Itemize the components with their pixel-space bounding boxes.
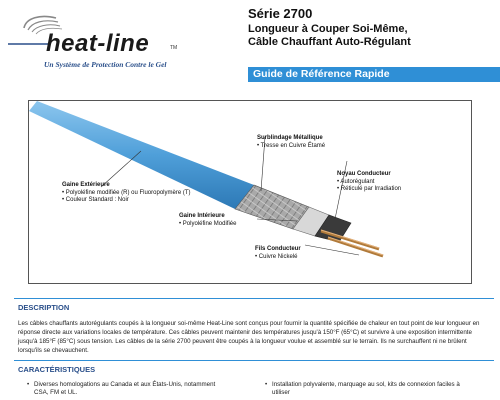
callout-metal-braid: Surblindage Métallique • Tresse en Cuivre Étamé xyxy=(257,135,326,149)
description-heading: DESCRIPTION xyxy=(18,303,70,312)
subtitle-line-2: Câble Chauffant Auto-Régulant xyxy=(248,36,411,48)
features-heading: CARACTÉRISTIQUES xyxy=(18,365,96,374)
description-text: Les câbles chauffants autorégulants coupés à la longueur soi-même Heat-Line sont conçus pour fournir la quantité spécifiée de chaleur en tout point de leur longueur en réponse directe aux variations locales de température. Ces câbles peuvent maintenir des températures jusqu'à 150°F (65°C) et survivre à une exposition intermittente jusqu'à 185°F (85°C) sous tension. Les câbles de la série 2700 peuvent être coupés à la longueur voulue et assemblé sur le terrain. Ils ne surchauffent ni ne brûlent lorsqu'ils se chevauchent. xyxy=(18,320,480,354)
product-subtitle xyxy=(248,23,498,49)
logo-trademark: TM xyxy=(170,45,178,51)
feature-item-certifications: • Diverses homologations au Canada et aux États-Unis, notamment CSA, FM et UL. xyxy=(27,381,216,396)
series-title: Série 2700 xyxy=(248,6,313,21)
bullet-marker: • xyxy=(265,381,268,388)
callout-conductors: Fils Conducteur • Cuivre Nickelé xyxy=(255,246,301,260)
feature-item-installation: • Installation polyvalente, marquage au sol, kits de connexion faciles à utiliser xyxy=(265,381,460,396)
callout-outer-jacket: Gaine Extérieure • Polyoléfine modifiée (R) ou Fluoropolymère (T) • Couleur Standard : Noir xyxy=(62,182,191,203)
quick-reference-banner: Guide de Référence Rapide xyxy=(248,67,500,82)
subtitle-line-1: Longueur à Couper Soi-Même, xyxy=(248,23,408,35)
callout-core: Noyau Conducteur • Autorégulant • Réticulé par Irradiation xyxy=(337,171,402,192)
bullet-marker: • xyxy=(27,381,30,388)
logo-tagline: Un Système de Protection Contre le Gel xyxy=(44,60,167,69)
callout-inner-jacket: Gaine Intérieure • Polyoléfine Modifiée xyxy=(179,213,237,227)
logo-wordmark: heat-line xyxy=(46,30,150,57)
cable-diagram xyxy=(28,100,472,284)
description-divider xyxy=(14,298,494,299)
features-divider xyxy=(14,360,494,361)
